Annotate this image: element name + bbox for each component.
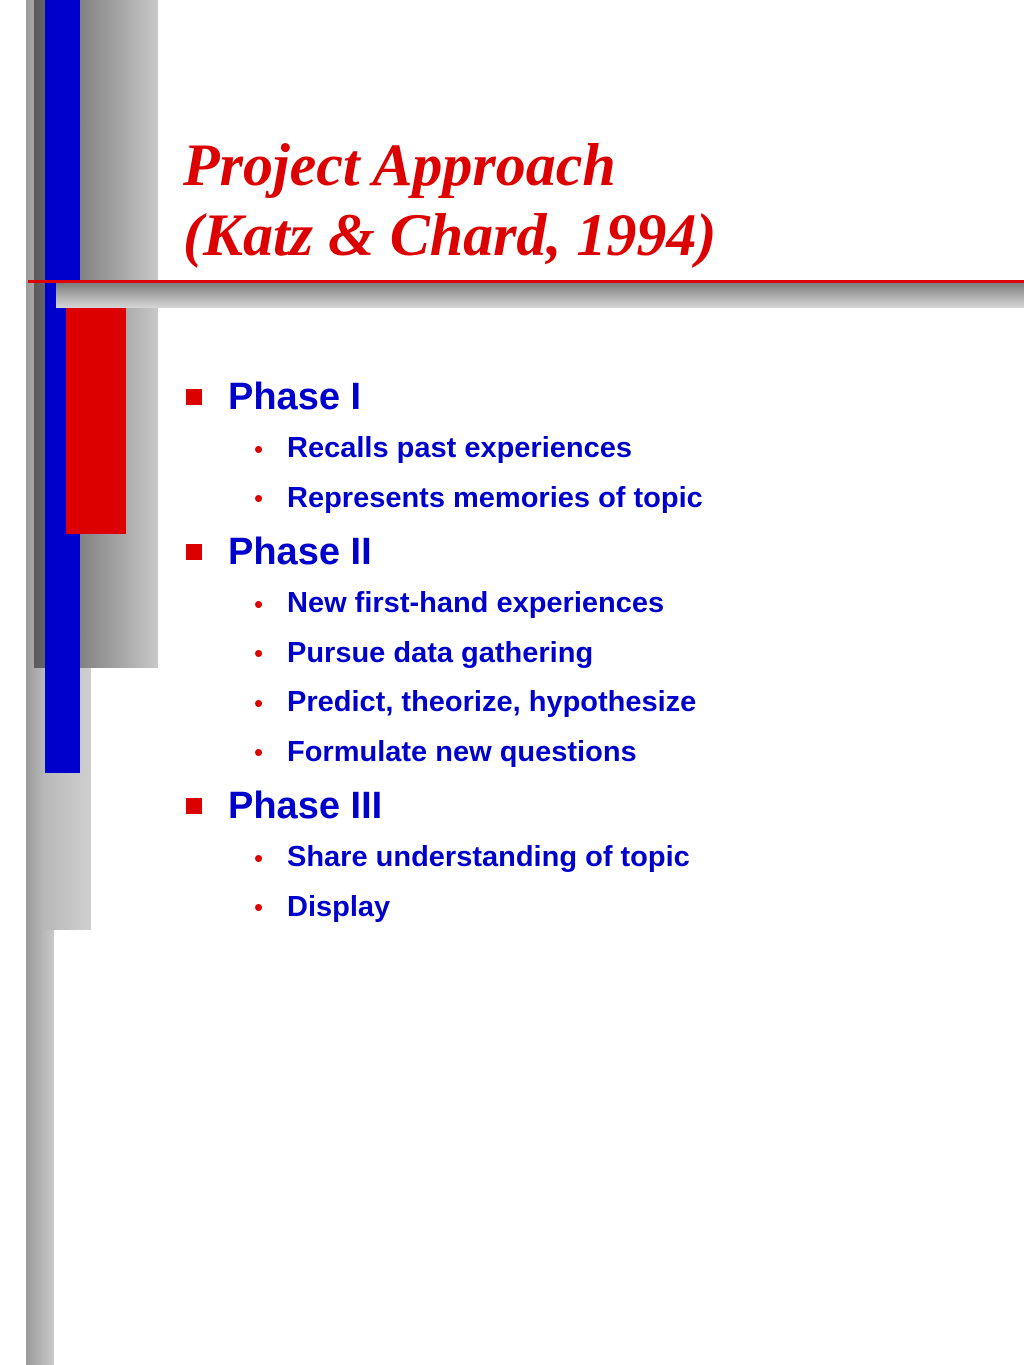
dot-bullet-icon: • [254,892,264,923]
sub-item-label: Share understanding of topic [287,841,690,874]
sub-item-label: Predict, theorize, hypothesize [287,686,697,719]
slide-title [183,130,716,270]
sub-item-label: Recalls past experiences [287,432,632,465]
slide-title-line-1: Project Approach [183,132,616,198]
dot-bullet-icon: • [254,638,264,669]
phase-item [186,370,1006,424]
dot-bullet-icon: • [254,483,264,514]
square-bullet-icon [186,544,202,560]
sub-item [186,424,1006,474]
dot-bullet-icon: • [254,842,264,873]
bullet-list [186,370,1006,932]
phase-label: Phase I [228,376,362,418]
sub-item-label: Represents memories of topic [287,481,703,514]
decorative-gray-band [56,283,1024,308]
decorative-red-bar [66,308,126,534]
sub-item [186,474,1006,524]
title-divider-rule [28,280,1024,283]
phase-item [186,525,1006,579]
slide-title-line-2: (Katz & Chard, 1994) [183,202,717,268]
dot-bullet-icon: • [254,588,264,619]
sub-item-label: Formulate new questions [287,735,637,768]
sub-item [186,833,1006,883]
dot-bullet-icon: • [254,687,264,718]
sub-item [186,678,1006,728]
dot-bullet-icon: • [254,737,264,768]
phase-item [186,779,1006,833]
sub-item-label: Display [287,890,391,923]
dot-bullet-icon: • [254,433,264,464]
sub-item [186,883,1006,933]
phase-label: Phase III [228,785,383,827]
sub-item [186,579,1006,629]
sub-item-label: New first-hand experiences [287,587,665,620]
square-bullet-icon [186,389,202,405]
sub-item-label: Pursue data gathering [287,636,594,669]
sub-item [186,728,1006,778]
sub-item [186,629,1006,679]
phase-label: Phase II [228,531,372,573]
square-bullet-icon [186,798,202,814]
